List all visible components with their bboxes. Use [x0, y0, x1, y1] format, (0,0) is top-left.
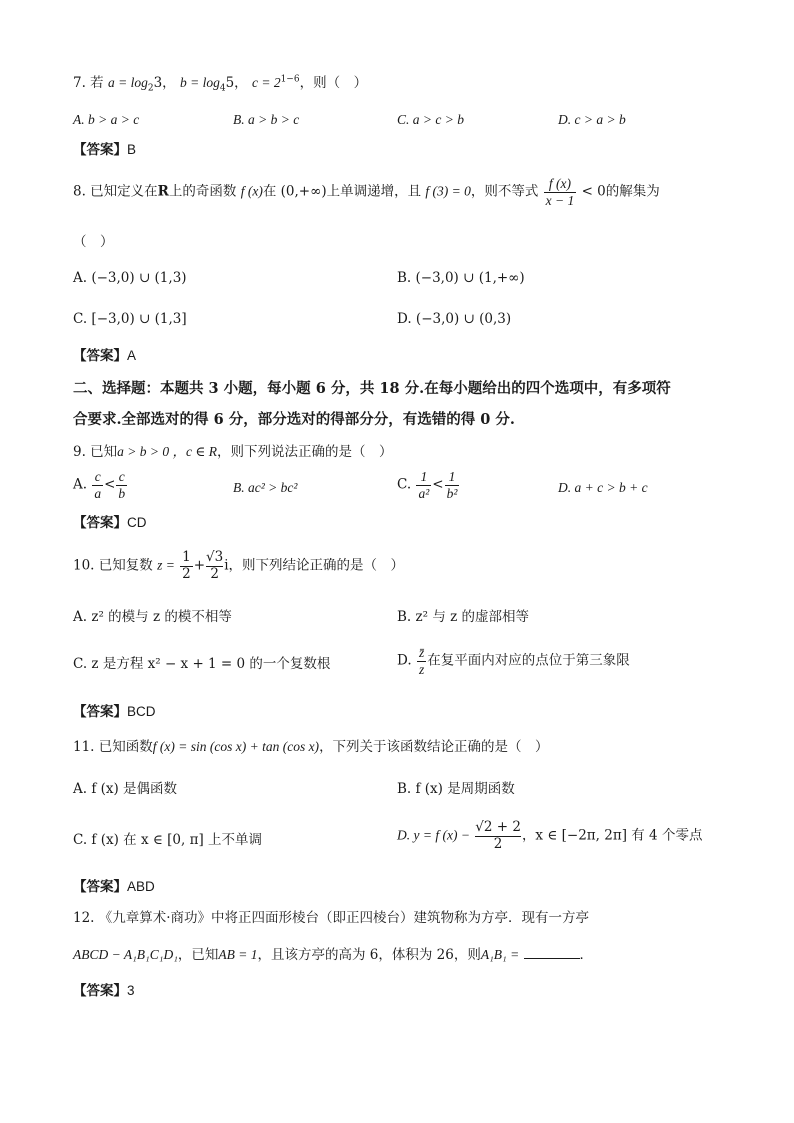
q8-stem-cont: （ ）	[73, 234, 114, 250]
q7-option-b[interactable]: B. a > b > c	[233, 112, 300, 127]
q8-stem: 8. 已知定义在R上的奇函数 f (x)在 (0,+∞)上单调递增，且 f (3) = 0，则不等式 $\frac{f (x)}{x - 1}$ < 0的解集为	[73, 176, 660, 208]
section-heading-line2: 合要求.全部选对的得 6 分，部分选对的得部分分，有选错的得 0 分.	[73, 411, 515, 428]
q9-option-d[interactable]: D. a + c > b + c	[558, 480, 648, 495]
q11-option-a[interactable]: A. f (x) 是偶函数	[73, 781, 178, 797]
q11-option-c[interactable]: C. f (x) 在 x ∈ [0, π] 上不单调	[73, 832, 263, 848]
q10-option-c[interactable]: C. z 是方程 x² − x + 1 = 0 的一个复数根	[73, 656, 331, 672]
q11-option-b[interactable]: B. f (x) 是周期函数	[397, 781, 515, 797]
q8-option-b[interactable]: B. (−3,0) ∪ (1,+∞)	[397, 270, 525, 286]
q12-answer-blank[interactable]	[524, 947, 580, 959]
q8-option-d[interactable]: D. (−3,0) ∪ (0,3)	[397, 311, 512, 327]
section-heading-line1: 二、选择题：本题共 3 小题，每小题 6 分，共 18 分.在每小题给出的四个选项中，有多项符	[73, 380, 671, 397]
q7-option-d[interactable]: D. c > a > b	[558, 112, 626, 127]
q10-option-d[interactable]: D. $\frac{z̄}{z}$ 在复平面内对应的点位于第三象限	[397, 645, 630, 677]
q9-answer: 【答案】CD	[73, 515, 147, 531]
q9-option-a[interactable]: A. $\frac{c}{a}$ < $\frac{c}{b}$	[73, 469, 126, 501]
q7-stem: 7. 若 $a = \log_23$， $b = \log_45$， $c = 2^{1-6}$，则（ ）	[73, 74, 368, 94]
q12-stem-line2: ABCD − A₁B₁C₁D₁，已知AB = 1，且该方亭的高为 6，体积为 26，则A₁B₁ = ．	[73, 947, 594, 963]
q9-option-c[interactable]: C. $\frac{1}{\text{a²}}$ < $\frac{1}{\text{b²}}$	[397, 469, 458, 501]
q11-stem: 11. 已知函数f (x) = sin (cos x) + tan (cos x)，下列关于该函数结论正确的是（ ）	[73, 739, 549, 755]
q9-option-b[interactable]: B. ac² > bc²	[233, 480, 298, 495]
q10-option-a[interactable]: A. z² 的模与 z 的模不相等	[73, 609, 232, 625]
q10-option-b[interactable]: B. z² 与 z 的虚部相等	[397, 609, 530, 625]
q10-answer: 【答案】BCD	[73, 704, 156, 720]
q9-stem: 9. 已知a > b > 0 ，c ∈ R，则下列说法正确的是（ ）	[73, 444, 393, 460]
q11-answer: 【答案】ABD	[73, 879, 155, 895]
q10-stem: 10. 已知复数 z = $\frac{1}{2}$ + $\frac{√3}{2}$ i，则下列结论正确的是（ ）	[73, 549, 405, 582]
q8-option-c[interactable]: C. [−3,0) ∪ (1,3]	[73, 311, 187, 327]
q12-stem-line1: 12. 《九章算术·商功》中将正四面形棱台（即正四棱台）建筑物称为方亭．现有一方亭	[73, 910, 590, 926]
q8-option-a[interactable]: A. (−3,0) ∪ (1,3)	[73, 270, 187, 286]
q7-answer: 【答案】B	[73, 142, 137, 158]
q7-option-c[interactable]: C. a > c > b	[397, 112, 464, 127]
q12-answer: 【答案】3	[73, 983, 135, 999]
q7-option-a[interactable]: A. b > a > c	[73, 112, 140, 127]
q11-option-d[interactable]: D. y = f (x) − $\frac{√2 + 2}{2}$ ，x ∈ [−2π, 2π] 有 4 个零点	[397, 819, 703, 852]
q8-answer: 【答案】A	[73, 348, 137, 364]
q8-fraction: $\frac{f (x)}{x - 1}$	[545, 176, 575, 208]
